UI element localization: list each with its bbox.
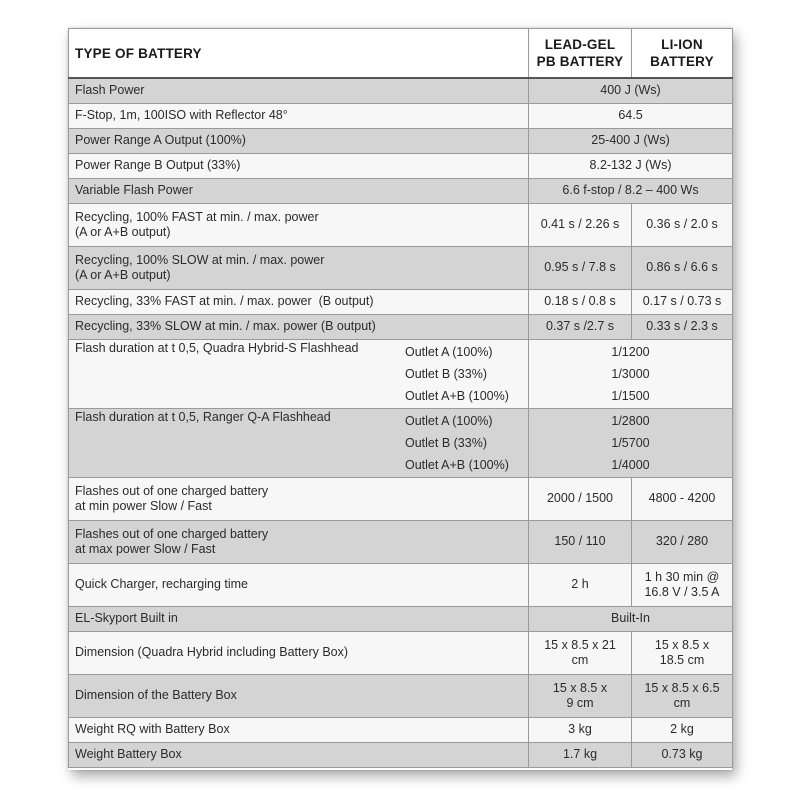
- row-value: 64.5: [529, 103, 733, 128]
- table-row: [69, 339, 733, 408]
- table-row: [69, 178, 733, 203]
- lead-gel-value: 0.37 s /2.7 s: [529, 314, 632, 339]
- li-ion-value: 4800 - 4200: [632, 477, 733, 520]
- table-row: [69, 153, 733, 178]
- table-row: [69, 408, 733, 477]
- lead-gel-value: 15 x 8.5 x 21 cm: [529, 631, 632, 674]
- li-ion-value: 320 / 280: [632, 520, 733, 563]
- row-value: 8.2-132 J (Ws): [529, 153, 733, 178]
- li-ion-value: 0.73 kg: [632, 742, 733, 767]
- table-row: [69, 314, 733, 339]
- lead-gel-value: 0.18 s / 0.8 s: [529, 289, 632, 314]
- table-row: [69, 742, 733, 767]
- table-row: [69, 674, 733, 717]
- lead-gel-header: LEAD-GEL PB BATTERY: [529, 29, 632, 79]
- row-label: Recycling, 100% SLOW at min. / max. power (A or A+B output): [69, 246, 529, 289]
- table-row: [69, 606, 733, 631]
- row-label: Recycling, 33% FAST at min. / max. power (B output): [69, 289, 529, 314]
- row-value: 6.6 f-stop / 8.2 – 400 Ws: [529, 178, 733, 203]
- row-value: 25-400 J (Ws): [529, 128, 733, 153]
- table-row: [69, 128, 733, 153]
- table-row: [69, 246, 733, 289]
- lead-gel-value: 0.95 s / 7.8 s: [529, 246, 632, 289]
- lead-gel-value: 1.7 kg: [529, 742, 632, 767]
- row-label: Dimension (Quadra Hybrid including Battery Box): [69, 631, 529, 674]
- type-of-battery-header: TYPE OF BATTERY: [69, 29, 529, 79]
- row-label: Power Range A Output (100%): [69, 128, 529, 153]
- li-ion-value: 0.36 s / 2.0 s: [632, 203, 733, 246]
- li-ion-value: 0.33 s / 2.3 s: [632, 314, 733, 339]
- li-ion-value: 0.17 s / 0.73 s: [632, 289, 733, 314]
- lead-gel-value: 3 kg: [529, 717, 632, 742]
- table-header-row: [69, 29, 733, 79]
- li-ion-value: 15 x 8.5 x 18.5 cm: [632, 631, 733, 674]
- row-label: Weight Battery Box: [69, 742, 529, 767]
- li-ion-value: 2 kg: [632, 717, 733, 742]
- row-label: Variable Flash Power: [69, 178, 529, 203]
- row-label: Quick Charger, recharging time: [69, 563, 529, 606]
- table-row: [69, 103, 733, 128]
- row-label: Dimension of the Battery Box: [69, 674, 529, 717]
- outlet-list: Outlet A (100%) Outlet B (33%) Outlet A+B (100%): [405, 413, 509, 472]
- table-row: [69, 717, 733, 742]
- row-label: Flashes out of one charged battery at max power Slow / Fast: [69, 520, 529, 563]
- table-row: [69, 289, 733, 314]
- lead-gel-value: 2000 / 1500: [529, 477, 632, 520]
- row-label: Flash Power: [69, 78, 529, 103]
- table-row: [69, 477, 733, 520]
- lead-gel-value: 2 h: [529, 563, 632, 606]
- lead-gel-value: 0.41 s / 2.26 s: [529, 203, 632, 246]
- battery-spec-table: [68, 28, 733, 768]
- row-label: Weight RQ with Battery Box: [69, 717, 529, 742]
- row-label: Flashes out of one charged battery at min power Slow / Fast: [69, 477, 529, 520]
- row-value: 1/2800 1/5700 1/4000: [529, 408, 733, 477]
- table-row: [69, 78, 733, 103]
- row-label: Recycling, 100% FAST at min. / max. power (A or A+B output): [69, 203, 529, 246]
- row-label: Recycling, 33% SLOW at min. / max. power (B output): [69, 314, 529, 339]
- row-value: 400 J (Ws): [529, 78, 733, 103]
- li-ion-value: 1 h 30 min @ 16.8 V / 3.5 A: [632, 563, 733, 606]
- row-label: Flash duration at t 0,5, Ranger Q-A Flashhead Outlet A (100%) Outlet B (33%) Outlet A+B (100%): [69, 408, 529, 477]
- row-label: F-Stop, 1m, 100ISO with Reflector 48°: [69, 103, 529, 128]
- outlet-list: Outlet A (100%) Outlet B (33%) Outlet A+B (100%): [405, 344, 509, 403]
- li-ion-value: 15 x 8.5 x 6.5 cm: [632, 674, 733, 717]
- li-ion-header: LI-ION BATTERY: [632, 29, 733, 79]
- row-label: EL-Skyport Built in: [69, 606, 529, 631]
- row-value: 1/1200 1/3000 1/1500: [529, 339, 733, 408]
- table-row: [69, 203, 733, 246]
- lead-gel-value: 150 / 110: [529, 520, 632, 563]
- row-label: Power Range B Output (33%): [69, 153, 529, 178]
- row-label: Flash duration at t 0,5, Quadra Hybrid-S Flashhead Outlet A (100%) Outlet B (33%) Outlet A+B (100%): [69, 339, 529, 408]
- table-row: [69, 520, 733, 563]
- row-value: Built-In: [529, 606, 733, 631]
- table-row: [69, 563, 733, 606]
- li-ion-value: 0.86 s / 6.6 s: [632, 246, 733, 289]
- table-row: [69, 631, 733, 674]
- battery-spec-sheet: [68, 28, 732, 770]
- lead-gel-value: 15 x 8.5 x 9 cm: [529, 674, 632, 717]
